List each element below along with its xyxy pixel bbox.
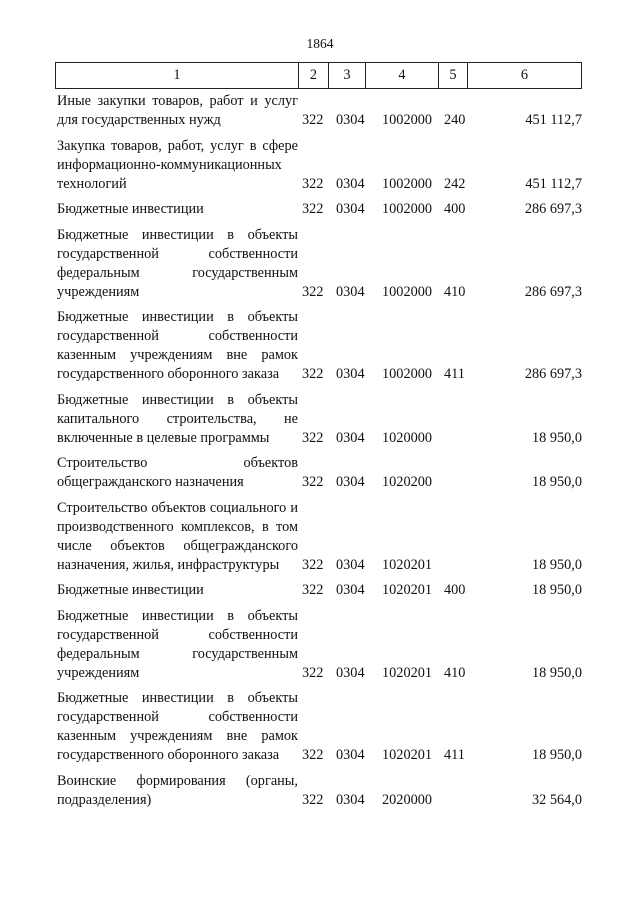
cell-c6: 18 950,0 xyxy=(531,582,582,598)
cell-desc: Строительство объектов общегражданского назначения xyxy=(57,455,298,490)
cell-desc: Бюджетные инвестиции xyxy=(57,582,204,598)
header-col-5: 5 xyxy=(439,63,468,88)
table-row xyxy=(57,308,582,384)
cell-c5: 242 xyxy=(444,175,466,192)
table-body xyxy=(57,92,582,816)
cell-c3: 0304 xyxy=(336,747,365,763)
cell-c5: 411 xyxy=(444,747,465,763)
cell-c3: 0304 xyxy=(336,582,365,598)
cell-desc: Бюджетные инвестиции в объекты государственной собственности казенным учреждениям вне рамок государственного оборонного заказа xyxy=(57,309,298,382)
cell-desc: Бюджетные инвестиции в объекты государственной собственности казенным учреждениям вне рамок государственного оборонного заказа xyxy=(57,690,298,763)
cell-c6: 286 697,3 xyxy=(524,366,582,382)
cell-desc: Строительство объектов социального и производственного комплексов, в том числе объектов общегражданского назначения, жилья, инфраструктуры xyxy=(57,499,298,573)
cell-c3: 0304 xyxy=(336,112,365,128)
table-header xyxy=(55,62,582,89)
page-number: 1864 xyxy=(306,36,334,51)
cell-c3: 0304 xyxy=(336,556,365,573)
cell-c2: 322 xyxy=(302,791,324,808)
cell-c4: 1002000 xyxy=(382,175,433,192)
cell-c3: 0304 xyxy=(336,366,365,382)
cell-c4: 1020200 xyxy=(382,474,433,490)
header-col-6: 6 xyxy=(520,67,529,83)
cell-c4: 1002000 xyxy=(382,366,433,382)
cell-c3: 0304 xyxy=(336,791,365,808)
table-row xyxy=(57,200,582,219)
table-row xyxy=(57,92,582,130)
cell-c5: 410 xyxy=(444,664,466,681)
cell-c2: 322 xyxy=(302,474,324,490)
cell-c5: 240 xyxy=(444,112,466,128)
table-row xyxy=(57,772,582,810)
cell-c6: 18 950,0 xyxy=(531,664,582,681)
cell-desc: Иные закупки товаров, работ и услуг для государственных нужд xyxy=(57,93,298,128)
cell-desc: Бюджетные инвестиции в объекты государственной собственности федеральным государственным учреждениям xyxy=(57,226,298,300)
cell-c2: 322 xyxy=(302,747,324,763)
cell-c2: 322 xyxy=(302,556,324,573)
header-col-3: 3 xyxy=(329,63,366,88)
cell-c6: 18 950,0 xyxy=(531,429,582,446)
cell-c3: 0304 xyxy=(336,201,365,217)
cell-c5: 410 xyxy=(444,283,466,300)
cell-c3: 0304 xyxy=(336,474,365,490)
cell-desc: Бюджетные инвестиции в объекты государственной собственности федеральным государственным учреждениям xyxy=(57,607,298,681)
cell-desc: Бюджетные инвестиции в объекты капитального строительства, не включенные в целевые программы xyxy=(57,391,298,446)
cell-c4: 1020201 xyxy=(382,664,433,681)
cell-desc: Закупка товаров, работ, услуг в сфере информационно-коммуникационных технологий xyxy=(57,137,298,192)
cell-c3: 0304 xyxy=(336,175,365,192)
cell-c2: 322 xyxy=(302,582,324,598)
cell-c6: 286 697,3 xyxy=(524,201,582,217)
table-row xyxy=(57,499,582,575)
cell-c3: 0304 xyxy=(336,429,365,446)
cell-c4: 1002000 xyxy=(382,283,433,300)
header-col-2: 2 xyxy=(299,63,329,88)
cell-c4: 1002000 xyxy=(382,112,433,128)
header-col-1: 1 xyxy=(56,63,299,88)
cell-c2: 322 xyxy=(302,429,324,446)
cell-c2: 322 xyxy=(302,112,324,128)
cell-desc: Бюджетные инвестиции xyxy=(57,201,204,217)
cell-c6: 18 950,0 xyxy=(531,747,582,763)
table-row xyxy=(57,607,582,683)
cell-c6: 18 950,0 xyxy=(531,556,582,573)
table-row xyxy=(57,454,582,492)
cell-c6: 451 112,7 xyxy=(525,112,582,128)
cell-c5: 400 xyxy=(444,582,466,598)
table-row xyxy=(57,391,582,448)
cell-c2: 322 xyxy=(302,175,324,192)
cell-c5: 411 xyxy=(444,366,465,382)
table-row xyxy=(57,226,582,302)
cell-c3: 0304 xyxy=(336,283,365,300)
cell-c6: 32 564,0 xyxy=(531,791,582,808)
cell-c3: 0304 xyxy=(336,664,365,681)
cell-c6: 451 112,7 xyxy=(525,175,582,192)
cell-c4: 1020201 xyxy=(382,556,433,573)
cell-c6: 18 950,0 xyxy=(531,474,582,490)
table-row xyxy=(57,581,582,600)
cell-c2: 322 xyxy=(302,664,324,681)
cell-c4: 1020201 xyxy=(382,747,433,763)
table-row xyxy=(57,689,582,765)
cell-c2: 322 xyxy=(302,201,324,217)
cell-c2: 322 xyxy=(302,283,324,300)
cell-c4: 2020000 xyxy=(382,791,433,808)
cell-c2: 322 xyxy=(302,366,324,382)
cell-c5: 400 xyxy=(444,201,466,217)
cell-c4: 1020000 xyxy=(382,429,433,446)
cell-c4: 1020201 xyxy=(382,582,433,598)
header-col-4: 4 xyxy=(366,63,439,88)
table-row xyxy=(57,137,582,194)
cell-c4: 1002000 xyxy=(382,201,433,217)
cell-desc: Воинские формирования (органы, подразделения) xyxy=(57,772,298,808)
cell-c6: 286 697,3 xyxy=(524,283,582,300)
